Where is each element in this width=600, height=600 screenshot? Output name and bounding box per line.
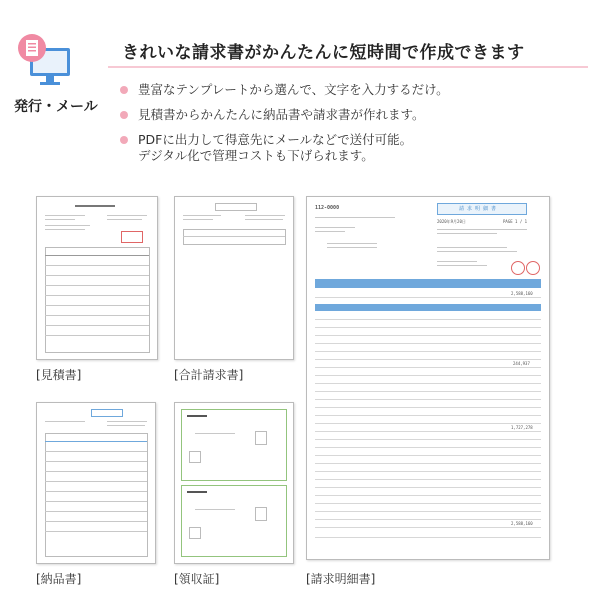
feature-text: 豊富なテンプレートから選んで、文字を入力するだけ。	[138, 82, 449, 97]
statement-title: 請 求 明 細 書	[459, 206, 497, 212]
postal-code: 112-0000	[315, 205, 340, 211]
feature-item	[118, 82, 588, 98]
subtotal: 244,937	[513, 361, 530, 366]
receipt-caption: [領収証]	[174, 572, 220, 586]
page-number: PAGE 1 / 1	[503, 219, 528, 224]
seal-stamp	[526, 261, 540, 275]
statement-date: 2020年9月20日	[437, 219, 466, 224]
feature-subtext: デジタル化で管理コストも下げられます。	[138, 148, 374, 163]
bullet-dot-icon	[120, 111, 128, 119]
total-amount: 2,588,160	[511, 291, 533, 296]
feature-label: 発行・メール	[14, 99, 98, 115]
grand-total: 2,588,160	[511, 521, 533, 526]
delivery-caption: [納品書]	[36, 572, 82, 586]
feature-list	[118, 82, 588, 173]
total-invoice-caption: [合計請求書]	[174, 368, 244, 382]
bullet-dot-icon	[120, 136, 128, 144]
summary-header	[315, 279, 541, 288]
estimate-thumbnail	[36, 196, 158, 360]
feature-item	[118, 107, 588, 123]
seal-stamp	[511, 261, 525, 275]
document-monitor-icon	[12, 28, 76, 92]
estimate-caption: [見積書]	[36, 368, 82, 382]
total-invoice-thumbnail	[174, 196, 294, 360]
page-title: きれいな請求書がかんたんに短時間で作成できます	[122, 43, 525, 63]
detail-header	[315, 304, 541, 311]
bullet-dot-icon	[120, 86, 128, 94]
statement-preview	[306, 196, 550, 560]
feature-text: PDFに出力して得意先にメールなどで送付可能。	[138, 132, 413, 147]
title-underline	[108, 66, 588, 68]
subtotal: 1,727,278	[511, 425, 533, 430]
delivery-thumbnail	[36, 402, 156, 564]
statement-caption: [請求明細書]	[306, 572, 376, 586]
feature-item	[118, 132, 588, 164]
receipt-thumbnail	[174, 402, 294, 564]
feature-text: 見積書からかんたんに納品書や請求書が作れます。	[138, 107, 425, 122]
